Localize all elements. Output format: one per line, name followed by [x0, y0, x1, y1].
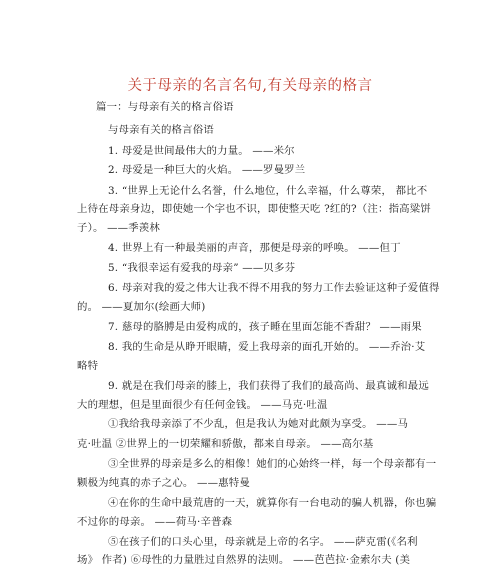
section-heading: 篇一：与母亲有关的格言俗语	[96, 101, 234, 113]
text-line: 9. 就是在我们母亲的膝上，我们获得了我们的最高尚、最真诚和最远	[108, 380, 429, 392]
text-line: 6. 母亲对我的爱之伟大让我不得不用我的努力工作去验证这种子爱值得	[108, 282, 440, 294]
subheading: 与母亲有关的格言俗语	[108, 124, 214, 136]
text-line: 4. 世界上有一种最美丽的声音，那便是母亲的呼唤。 ——但丁	[108, 242, 401, 254]
text-line: 颗极为纯真的赤子之心。 ——惠特曼	[77, 477, 250, 489]
text-line: 7. 慈母的胳膊是由爱构成的，孩子睡在里面怎能不香甜？ ——雨果	[108, 321, 422, 333]
text-line: ④在你的生命中最荒唐的一天，就算你有一台电动的骗人机器，你也骗	[108, 497, 437, 509]
text-line: 大的理想，但是里面很少有任何金钱。 ——马克·吐温	[77, 399, 328, 411]
text-line: 不过你的母亲。 ——荷马·辛普森	[77, 516, 233, 528]
text-line: 克·吐温 ②世界上的一切荣耀和骄傲，都来自母亲。 ——高尔基	[77, 438, 374, 450]
text-line: ③全世界的母亲是多么的相像！她们的心始终一样，每一个母亲都有一	[108, 458, 437, 470]
text-line: 上待在母亲身边，即使她一个字也不识，即使整天吃 ?红的?（注：指高粱饼	[77, 203, 431, 215]
text-line: 3. “世界上无论什么名誉，什么地位，什么幸福，什么尊荣， 都比不	[108, 185, 428, 197]
text-line: 1. 母爱是世间最伟大的力量。 ——米尔	[108, 145, 295, 157]
text-line: 的。 ——夏加尔(绘画大师)	[77, 301, 206, 313]
text-line: 略特	[77, 360, 99, 372]
text-line: 2. 母爱是一种巨大的火焰。 ——罗曼罗兰	[108, 164, 306, 176]
text-line: 场》 作者) ⑥母性的力量胜过自然界的法则。 ——芭芭拉·金索尔夫 (美	[77, 554, 411, 566]
text-line: 8. 我的生命是从睁开眼睛，爱上我母亲的面孔开始的。 ——乔治·艾	[108, 341, 426, 353]
text-line: ①我给我母亲添了不少乱，但是我认为她对此颇为享受。 ——马	[108, 418, 409, 430]
document-title: 关于母亲的名言名句,有关母亲的格言	[127, 78, 373, 94]
text-line: ⑤在孩子们的口头心里，母亲就是上帝的名字。 ——萨克雷(《名利	[108, 536, 418, 548]
text-line: 5. “我很幸运有爱我的母亲” ——贝多芬	[108, 262, 296, 274]
text-line: 子）。 ——季羡林	[77, 222, 161, 234]
